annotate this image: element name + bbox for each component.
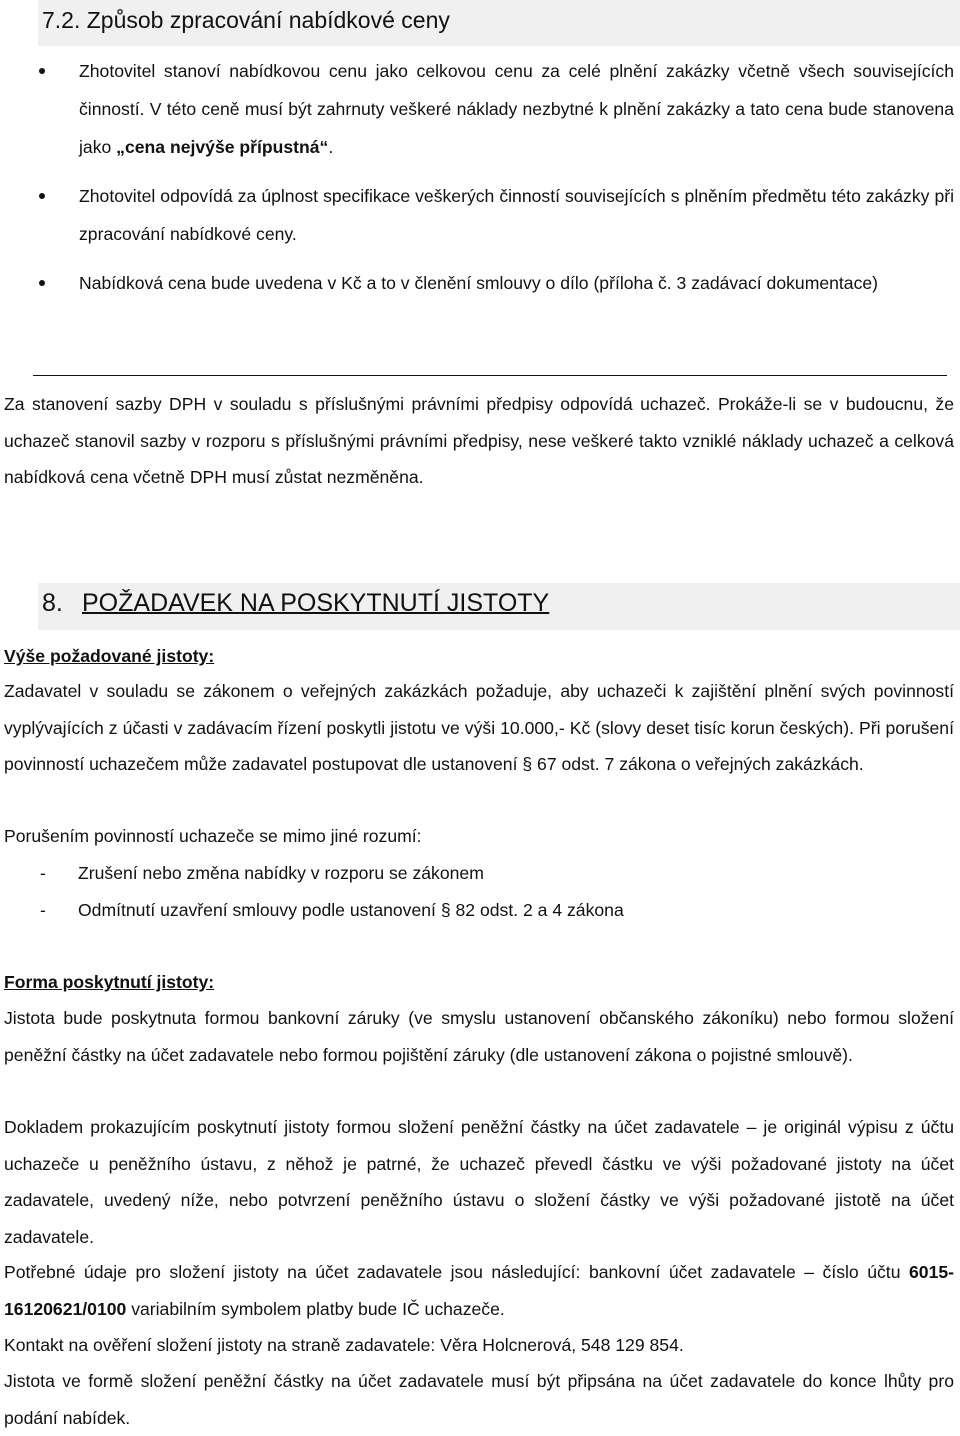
bullet-item (0, 52, 960, 166)
section-title: POŽADAVEK NA POSKYTNUTÍ JISTOTY (82, 589, 550, 617)
paragraph-deadline: Jistota ve formě složení peněžní částky na účet zadavatele musí být připsána na účet zadavatele do konce lhůty pro podání nabídek. (4, 1371, 954, 1428)
dash-marker: - (40, 899, 46, 920)
bullet-list (0, 52, 960, 302)
section-7-2-heading: 7.2. Způsob zpracování nabídkové ceny (38, 0, 960, 46)
paragraph-violations-intro: Porušením povinností uchazeče se mimo jiné rozumí: (4, 826, 422, 846)
bullet-text: Nabídková cena bude uvedena v Kč a to v členění smlouvy o dílo (příloha č. 3 zadávací dokumentace) (79, 273, 879, 293)
violations-list (4, 855, 954, 928)
paragraph-contact: Kontakt na ověření složení jistoty na straně zadavatele: Věra Holcnerová, 548 129 854. (4, 1335, 684, 1355)
account-number: 6015-16120621/0100 (4, 1262, 954, 1319)
list-item (4, 892, 954, 929)
account-text-end: variabilním symbolem platby bude IČ uchazeče. (126, 1298, 505, 1319)
bold-price-term: „cena nejvýše přípustná“ (116, 137, 329, 157)
account-text: Potřebné údaje pro složení jistoty na účet zadavatele jsou následující: bankovní účet zadavatele – číslo účtu (4, 1262, 909, 1282)
subheading-amount: Výše požadované jistoty: (4, 646, 215, 666)
dph-paragraph: Za stanovení sazby DPH v souladu s příslušnými právními předpisy odpovídá uchazeč. Prokáže-li se v budoucnu, že uchazeč stanovil sazby v rozporu s příslušnými právními předpisy, nese veškeré takto vzniklé náklady uchazeč a celková nabídková cena včetně DPH musí zůstat nezměněna. (4, 394, 954, 487)
list-item (4, 855, 954, 892)
horizontal-rule (33, 375, 947, 376)
bullet-dot-icon (39, 280, 45, 286)
bullet-text: Zhotovitel stanoví nabídkovou cenu jako celkovou cenu za celé plnění zakázky včetně všech souvisejících činností. V této ceně musí být zahrnuty veškeré náklady nezbytné k plnění zakázky a tato cena bude stanovena jako (79, 61, 954, 157)
bullet-text: Zhotovitel odpovídá za úplnost specifikace veškerých činností souvisejících s plněním předmětu této zakázky při zpracování nabídkové ceny. (79, 186, 954, 244)
paragraph-amount: Zadavatel v souladu se zákonem o veřejných zakázkách požaduje, aby uchazeči k zajištění plnění svých povinností vyplývajících z účasti v zadávacím řízení poskytli jistotu ve výši 10.000,- Kč (slovy deset tisíc korun českých). Při porušení povinností uchazečem může zadavatel postupovat dle ustanovení § 67 odst. 7 zákona o veřejných zakázkách. (4, 681, 954, 774)
section-8-heading (38, 583, 960, 630)
list-item-text: Zrušení nebo změna nabídky v rozporu se zákonem (78, 863, 484, 883)
list-item-text: Odmítnutí uzavření smlouvy podle ustanovení § 82 odst. 2 a 4 zákona (78, 899, 624, 920)
bullet-dot-icon (39, 193, 45, 199)
bullet-item (0, 177, 960, 253)
subheading-form: Forma poskytnutí jistoty: (4, 972, 215, 992)
paragraph-form: Jistota bude poskytnuta formou bankovní záruky (ve smyslu ustanovení občanského zákoníku) nebo formou složení peněžní částky na účet zadavatele nebo formou pojištění záruky (dle ustanovení zákona o pojistné smlouvě). (4, 1008, 954, 1065)
bullet-item (0, 264, 960, 302)
dash-marker: - (40, 863, 46, 883)
bullet-dot-icon (39, 68, 45, 74)
paragraph-account (4, 1254, 954, 1327)
bullet-text-end: . (328, 137, 334, 157)
section-number: 8. (42, 589, 63, 617)
paragraph-proof: Dokladem prokazujícím poskytnutí jistoty formou složení peněžní částky na účet zadavatele – je originál výpisu z účtu uchazeče u peněžního ústavu, z něhož je patrné, že uchazeč převedl částku ve výši požadované jistoty na účet zadavatele, uvedený níže, nebo potvrzení peněžního ústavu o složení částky ve výši požadované jistotě na účet zadavatele. (4, 1117, 954, 1247)
